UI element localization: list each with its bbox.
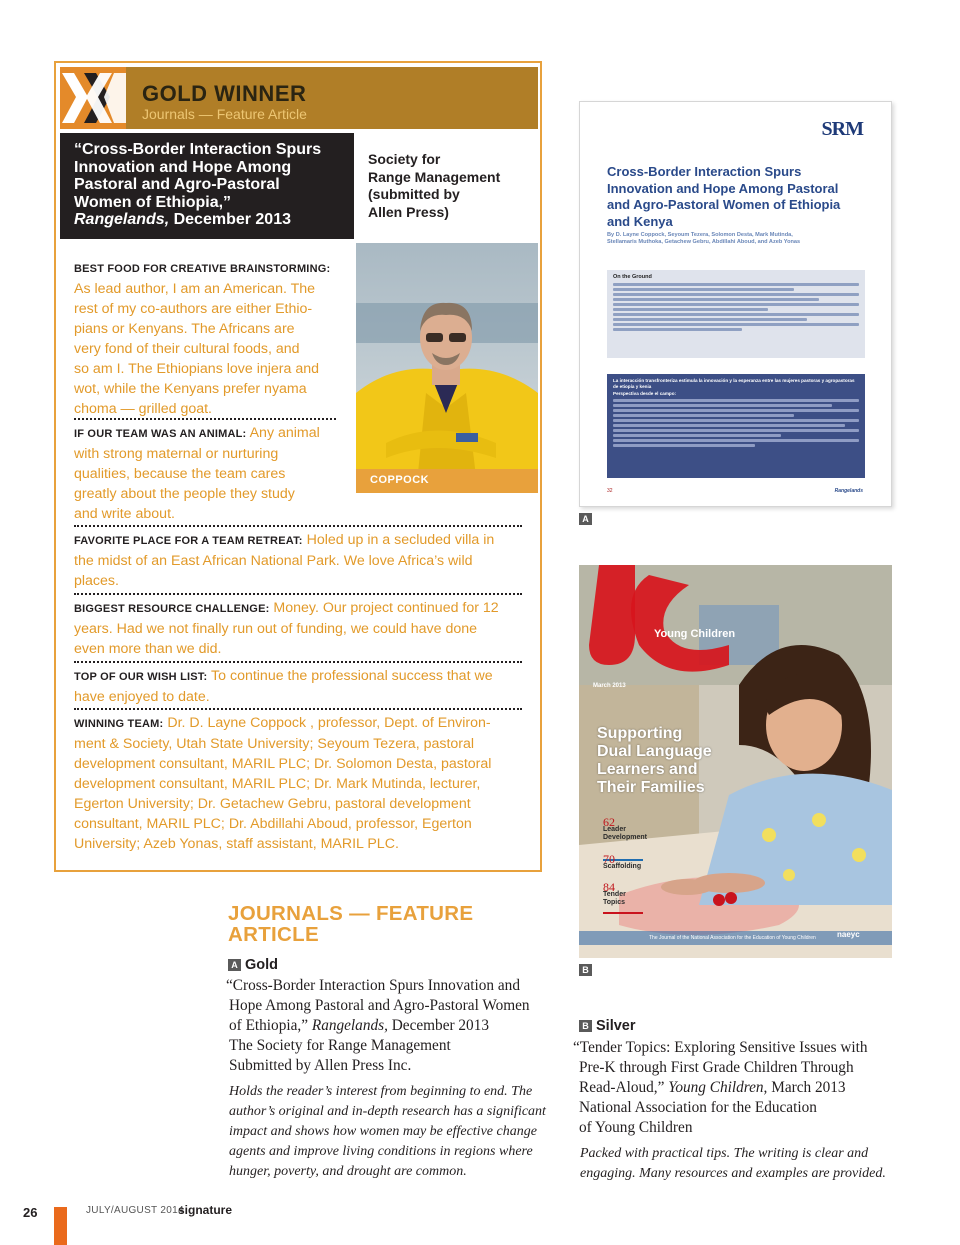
comment-line: agents and improve living conditions in regions where (229, 1144, 533, 1159)
cover-footer-text: The Journal of the National Association for the Education of Young Children (649, 935, 816, 941)
qa-wish-list (74, 666, 529, 707)
comment-line: Holds the reader’s interest from beginning to end. The (229, 1084, 533, 1099)
young-children-cover-image (579, 565, 892, 958)
qa-answer-line: years. Had we not finally run out of funding, we could have done (74, 621, 478, 637)
journal-a-image (579, 101, 892, 507)
silver-citation (573, 1038, 903, 1138)
journal-a-title (607, 164, 867, 230)
org-line: (submitted by (368, 186, 460, 202)
qa-answer-line: qualities, because the team cares (74, 466, 286, 482)
cover-item-tender-topics (603, 880, 626, 907)
silver-label-text: Silver (596, 1018, 636, 1034)
text-line (613, 298, 819, 301)
text-line (613, 409, 859, 412)
on-the-ground-box (607, 270, 865, 358)
qa-answer-line: pians or Kenyans. The Africans are (74, 321, 295, 337)
org-line: Allen Press) (368, 203, 449, 220)
page-number: 26 (23, 1205, 38, 1220)
cover-item-number: 62 (603, 815, 615, 829)
citation-line: The Society for Range Management (229, 1037, 451, 1054)
title-line: Innovation and Hope Among (74, 158, 292, 176)
qa-line: FAVORITE PLACE FOR A TEAM RETREAT: Holed up in a secluded villa in (74, 532, 495, 548)
text-line (613, 288, 794, 291)
citation-line: “Cross-Border Interaction Spurs Innovation and (226, 977, 520, 994)
title-line: Women of Ethiopia,” (74, 193, 232, 211)
section-title (228, 903, 528, 945)
gold-winner-card (54, 61, 542, 872)
journal-a-author-line: By D. Layne Coppock, Seyoum Tezera, Solomon Desta, Mark Mutinda, (607, 232, 793, 238)
gold-award-label (228, 957, 278, 973)
magazine-name: signature (178, 1203, 233, 1217)
qa-line: WINNING TEAM: Dr. D. Layne Coppock , professor, Dept. of Environ- (74, 715, 491, 731)
box-heading: La interacción transfronteriza estimula la innovación y la esperanza entre las mujeres pastoras y agropastoras de etiopía y kenia (613, 378, 855, 389)
qa-label: BEST FOOD FOR CREATIVE BRAINSTORMING: (74, 263, 331, 275)
qa-answer-line: development consultant, MARIL PLC; Dr. Solomon Desta, pastoral (74, 756, 492, 772)
footer-accent-bar (54, 1207, 67, 1245)
text-line (613, 434, 781, 437)
qa-answer-line: very fond of their cultural foods, and (74, 341, 300, 357)
image-label-b: B (579, 964, 592, 976)
qa-answer-line: consultant, MARIL PLC; Dr. Abdillahi Aboud, professor, Egerton (74, 816, 472, 832)
journal-a-title-line: and Agro-Pastoral Women of Ethiopia (607, 197, 841, 212)
qa-line: IF OUR TEAM WAS AN ANIMAL: Any animal (74, 425, 320, 441)
qa-line: TOP OF OUR WISH LIST: To continue the professional success that we (74, 668, 493, 684)
qa-answer-line: wot, while the Kenyans prefer nyama (74, 381, 307, 397)
text-line (613, 318, 807, 321)
divider (74, 525, 522, 527)
title-publication: Rangelands, (74, 211, 170, 228)
text-line (613, 419, 859, 422)
qa-answer-line: places. (74, 573, 119, 589)
citation-line: Read-Aloud,” Young Children, March 2013 (579, 1079, 846, 1096)
silver-tag: B (579, 1020, 592, 1032)
qa-team-retreat (74, 530, 529, 591)
text-line (613, 404, 832, 407)
organization-box (368, 151, 538, 221)
text-line (613, 283, 859, 286)
cover-headline-line: Their Families (597, 779, 705, 796)
text-line (613, 444, 755, 447)
journal-a-title-line: Innovation and Hope Among Pastoral (607, 180, 839, 196)
cover-headline-line: Supporting (597, 725, 683, 742)
cover-headline-line: Learners and (597, 761, 698, 778)
xx-logo-icon (60, 67, 126, 129)
cover-headline-line: Dual Language (597, 743, 712, 760)
qa-answer-line: University; Azeb Yonas, staff assistant, MARIL PLC. (74, 836, 399, 852)
qa-answer-line: choma — grilled goat. (74, 401, 213, 417)
title-line: Pastoral and Agro-Pastoral (74, 176, 280, 193)
text-line (613, 424, 845, 427)
citation-line: “Tender Topics: Exploring Sensitive Issues with (573, 1039, 868, 1056)
qa-line: BIGGEST RESOURCE CHALLENGE: Money. Our project continued for 12 (74, 600, 499, 616)
qa-answer-line: and write about. (74, 506, 175, 522)
qa-answer-line: with strong maternal or nurturing (74, 446, 279, 462)
naeyc-logo: naeyc (837, 930, 860, 939)
comment-line: hunger, poverty, and drought are common. (229, 1164, 467, 1179)
journal-a-page-number: 32 (607, 488, 613, 494)
qa-answer-line: ment & Society, Utah State University; Seyoum Tezera, pastoral (74, 736, 475, 752)
gold-tag: A (228, 959, 241, 971)
org-line: Range Management (368, 168, 501, 185)
qa-best-food (74, 258, 344, 419)
title-line: “Cross-Border Interaction Spurs (74, 141, 322, 158)
gold-citation (226, 976, 546, 1076)
banner-title: GOLD WINNER (142, 81, 307, 106)
text-line (613, 399, 859, 402)
qa-answer-line: greatly about the people they study (74, 486, 295, 502)
citation-line: of Young Children (579, 1119, 693, 1136)
citation-line: Pre-K through First Grade Children Through (579, 1059, 854, 1076)
journal-a-author-line: Stellamaris Muthoka, Getachew Gebru, Abdillahi Aboud, and Azeb Yonas (607, 239, 801, 245)
cover-headline (597, 725, 712, 797)
cover-item-text: Leader (603, 826, 626, 833)
gold-winner-banner (60, 67, 538, 129)
srm-logo: SRM (821, 118, 863, 140)
comment-line: author’s original and in-depth research has a significant (229, 1104, 546, 1119)
text-line (613, 439, 859, 442)
qa-answer-line: Egerton University; Dr. Getachew Gebru, pastoral development (74, 796, 471, 812)
box-heading: On the Ground (613, 274, 652, 280)
cover-item-number: 84 (603, 880, 615, 894)
cover-item-leader-development (603, 815, 647, 842)
section-title-line: JOURNALS — FEATURE (228, 902, 474, 925)
cover-item-number: 70 (603, 852, 615, 866)
journal-a-title-line: Cross-Border Interaction Spurs (607, 164, 802, 179)
banner-subtitle: Journals — Feature Article (142, 106, 307, 122)
silver-judges-comment (580, 1144, 910, 1184)
text-line (613, 313, 859, 316)
box-subheading: Perspectiva desde el campo: (613, 391, 677, 396)
spanish-summary-box (607, 374, 865, 478)
citation-line: National Association for the Education (579, 1099, 817, 1116)
title-line (74, 211, 346, 229)
article-title-box (60, 133, 354, 239)
qa-answer-line: even more than we did. (74, 641, 222, 657)
cover-item-text: Tender (603, 891, 626, 898)
comment-line: Packed with practical tips. The writing is clear and (580, 1146, 869, 1161)
qa-answer-line: development consultant, MARIL PLC; Dr. Mark Mutinda, lecturer, (74, 776, 481, 792)
qa-winning-team (74, 713, 534, 854)
journal-a-title-line: and Kenya (607, 213, 673, 229)
text-line (613, 429, 859, 432)
gold-label-text: Gold (245, 957, 279, 973)
title-date: December 2013 (169, 211, 291, 228)
qa-answer-line: the midst of an East African National Park. We love Africa’s wild (74, 553, 473, 569)
qa-answer-line: rest of my co-authors are either Ethio- (74, 301, 313, 317)
cover-item-text: Scaffolding (603, 863, 642, 870)
text-line (613, 323, 859, 326)
cover-item-text: Topics (603, 899, 626, 906)
journal-a-footer-title: Rangelands (834, 488, 863, 494)
section-title-line: ARTICLE (228, 923, 319, 946)
photo-caption: COPPOCK (356, 469, 538, 493)
citation-line: Submitted by Allen Press Inc. (229, 1057, 412, 1074)
qa-answer-line: As lead author, I am an American. The (74, 281, 316, 297)
cover-item-text: Development (603, 834, 647, 841)
image-label-a: A (579, 513, 592, 525)
text-line (613, 308, 768, 311)
text-line (613, 328, 742, 331)
silver-award-label (579, 1018, 636, 1034)
qa-answer-line: have enjoyed to date. (74, 689, 210, 705)
cover-item-scaffolding (603, 852, 642, 871)
qa-resource-challenge (74, 598, 529, 659)
qa-answer-line: so am I. The Ethiopians love injera and (74, 361, 320, 377)
divider (74, 708, 522, 710)
text-line (613, 293, 859, 296)
divider (74, 418, 336, 420)
divider (74, 593, 522, 595)
qa-team-animal (74, 423, 344, 524)
org-line: Society for (368, 151, 441, 167)
citation-line: of Ethiopia,” Rangelands, December 2013 (229, 1017, 489, 1034)
cover-masthead: Young Children (654, 628, 736, 640)
issue-date: JULY/AUGUST 2014 (86, 1205, 184, 1216)
divider (74, 661, 522, 663)
citation-line: Hope Among Pastoral and Agro-Pastoral Women (229, 997, 530, 1014)
comment-line: impact and shows how women may be effective change (229, 1124, 537, 1139)
gold-judges-comment (229, 1082, 549, 1182)
text-line (613, 303, 859, 306)
coppock-photo (356, 243, 538, 493)
cover-date: March 2013 (593, 683, 626, 689)
text-line (613, 414, 794, 417)
journal-a-authors (607, 232, 867, 246)
comment-line: engaging. Many resources and examples are provided. (580, 1166, 886, 1181)
